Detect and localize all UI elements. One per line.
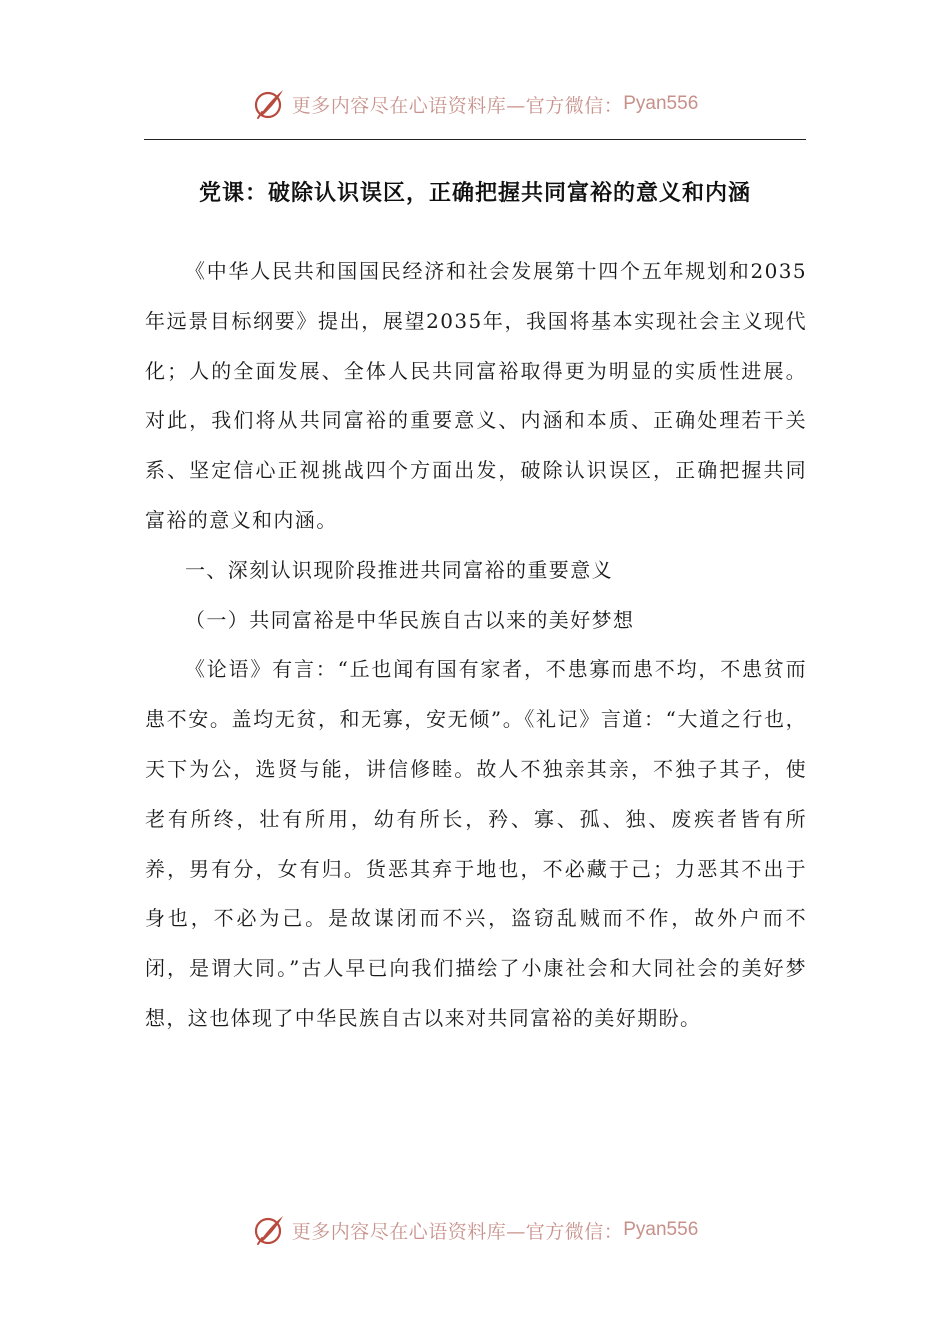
footer-banner [0, 1210, 950, 1250]
header-divider [144, 139, 806, 140]
header-banner [0, 84, 950, 124]
document-title: 党课：破除认识误区，正确把握共同富裕的意义和内涵 [198, 181, 751, 206]
subsection-heading: （一）共同富裕是中华民族自古以来的美好梦想 [185, 607, 635, 632]
wechat-id: Pyan556 [623, 93, 699, 114]
banner-text: 更多内容尽在心语资料库—官方微信： [291, 1220, 624, 1243]
quill-logo-icon [252, 87, 286, 121]
quill-logo-icon [252, 1213, 286, 1247]
section-heading: 一、深刻认识现阶段推进共同富裕的重要意义 [185, 557, 613, 582]
body-paragraph: 《论语》有言：“丘也闻有国有家者，不患寡而患不均，不患贫而患不安。盖均无贫，和无寡，安无倾”。《礼记》言道：“大道之行也，天下为公，选贤与能，讲信修睦。故人不独亲其亲，不独子其子，使老有所终，壮有所用，幼有所长，矜、寡、孤、独、废疾者皆有所养，男有分，女有归。货恶其弃于地也，不必藏于己；力恶其不出于身也，不必为己。是故谋闭而不兴，盗窃乱贼而不作，故外户而不闭，是谓大同。”古人早已向我们描绘了小康社会和大同社会的美好梦想，这也体现了中华民族自古以来对共同富裕的美好期盼。 [145, 657, 807, 1030]
intro-paragraph: 《中华人民共和国国民经济和社会发展第十四个五年规划和2035年远景目标纲要》提出，展望2035年，我国将基本实现社会主义现代化；人的全面发展、全体人民共同富裕取得更为明显的实质性进展。对此，我们将从共同富裕的重要意义、内涵和本质、正确处理若干关系、坚定信心正视挑战四个方面出发，破除认识误区，正确把握共同富裕的意义和内涵。 [145, 259, 807, 532]
wechat-id: Pyan556 [623, 1219, 699, 1240]
banner-text: 更多内容尽在心语资料库—官方微信： [291, 94, 624, 117]
document-body [145, 247, 807, 1044]
